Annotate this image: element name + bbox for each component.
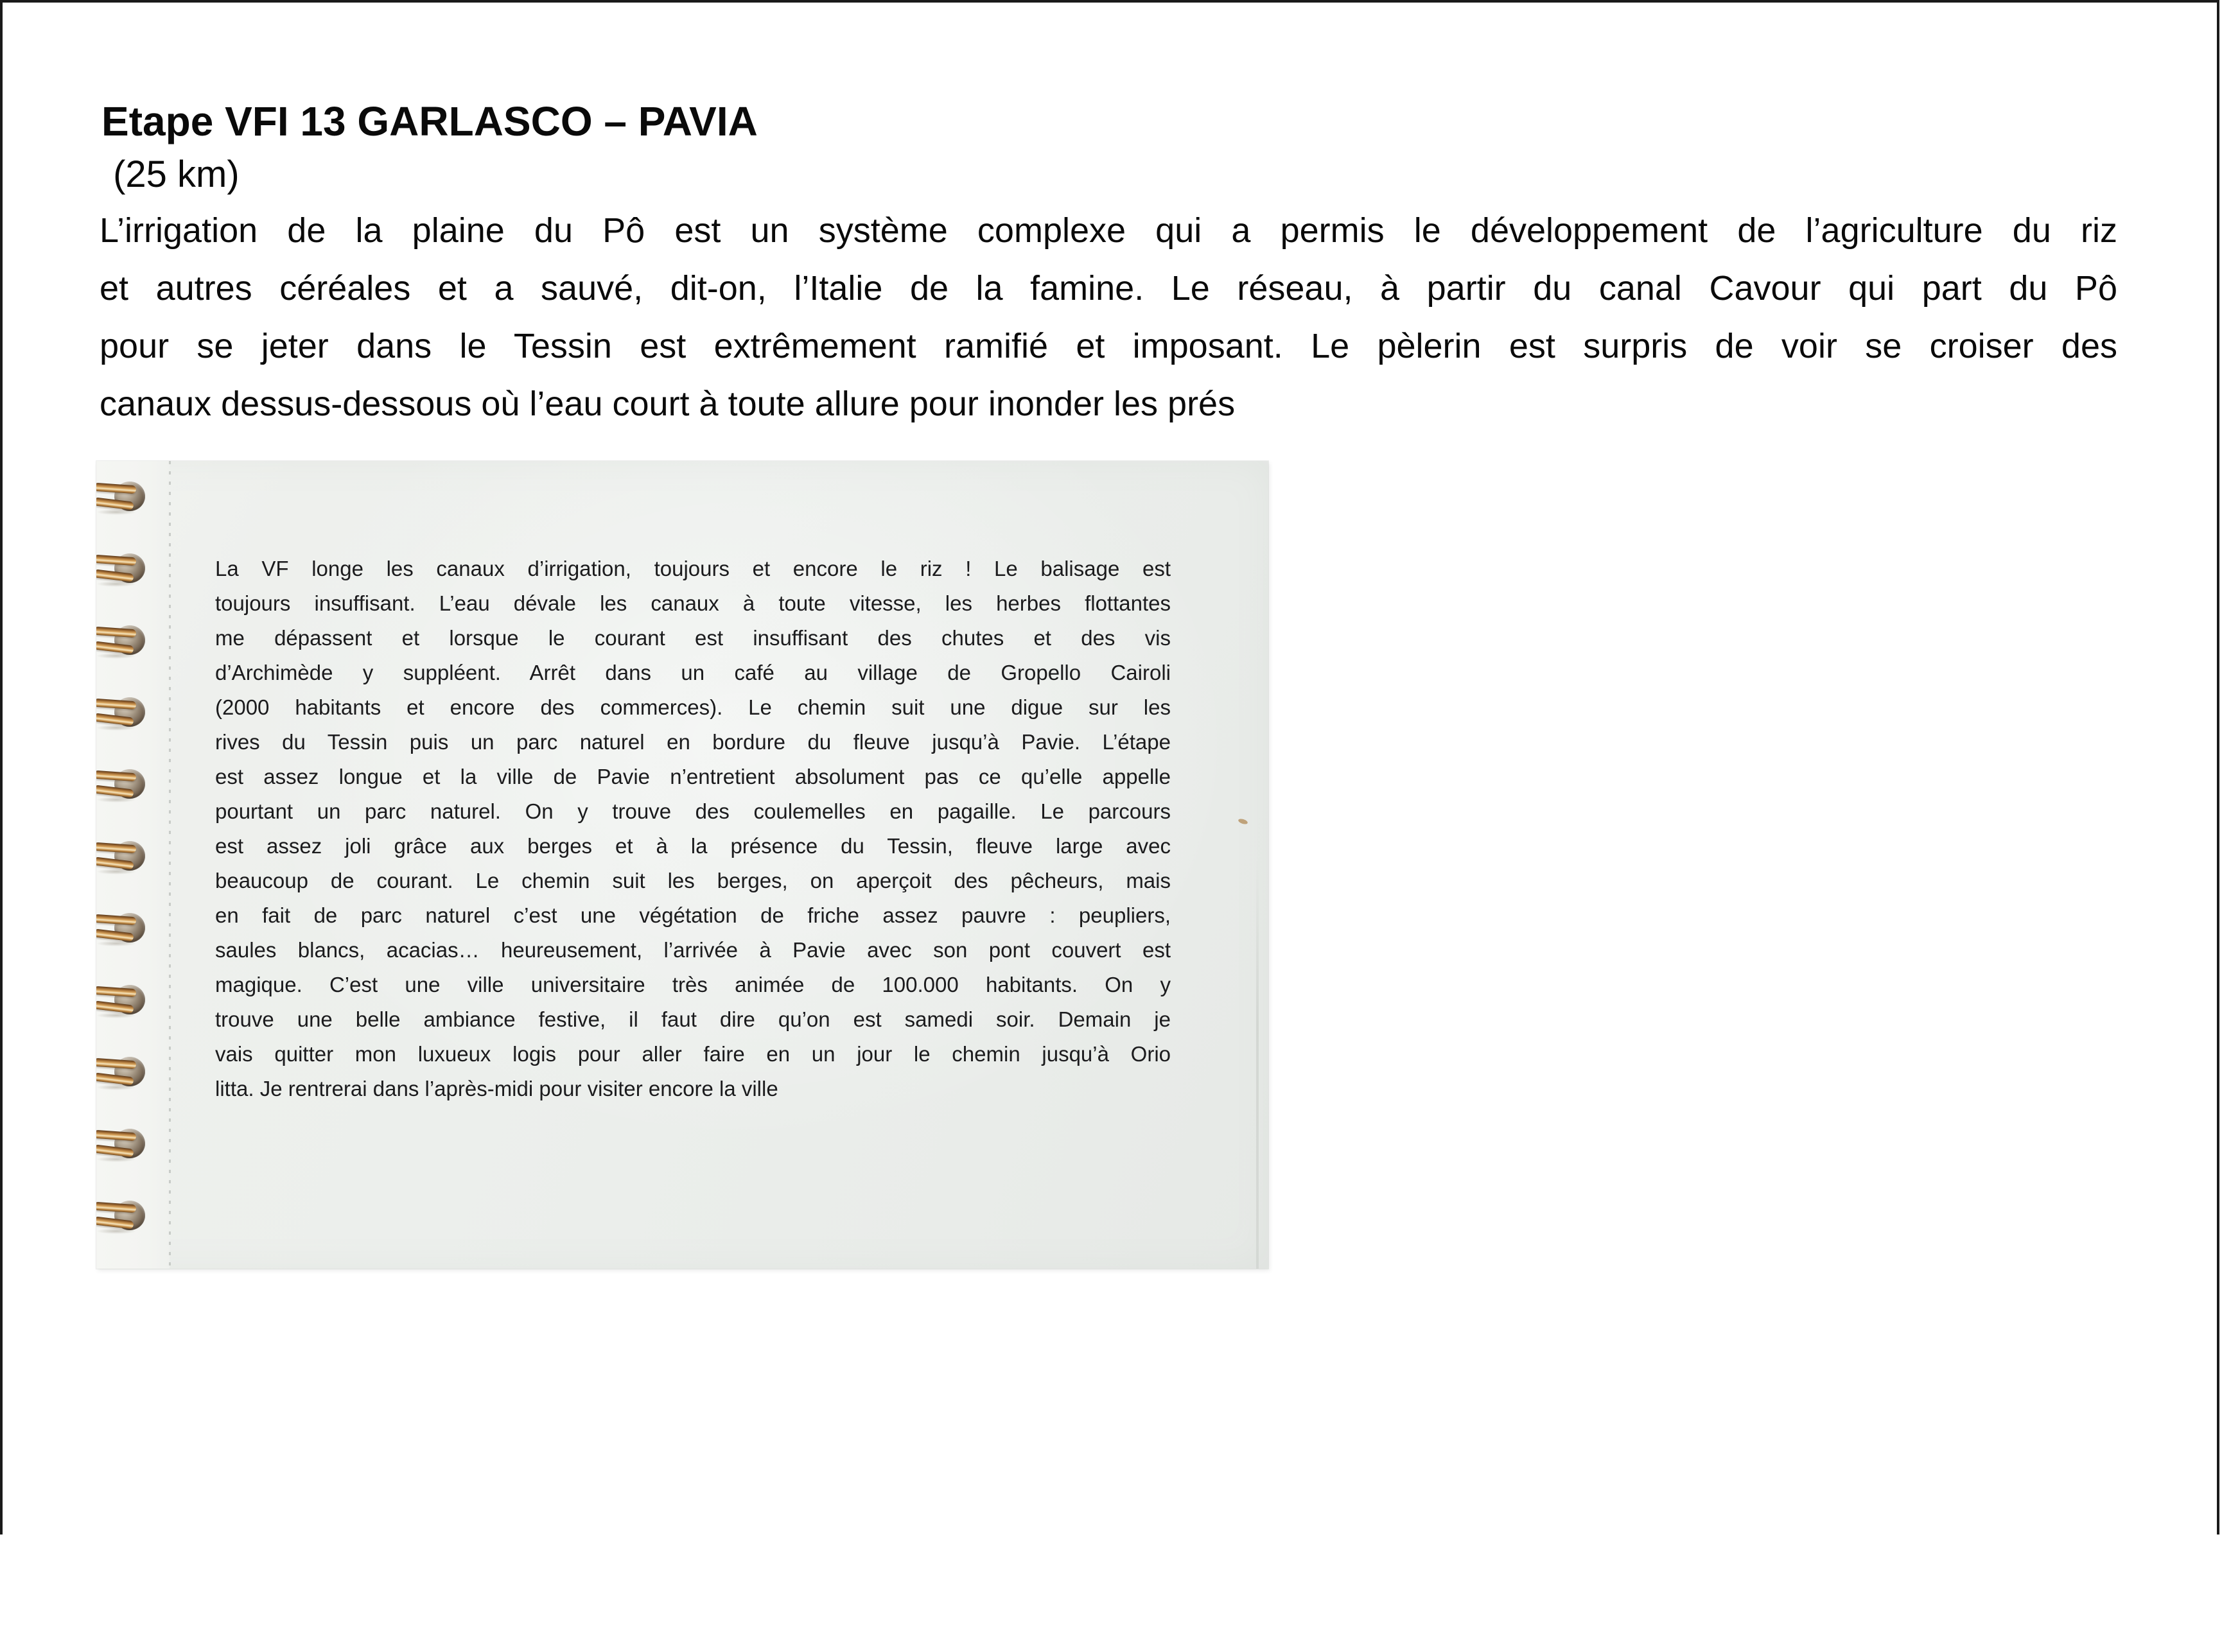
notebook-line: La VF longe les canaux d’irrigation, toujours et encore le riz ! Le balisage est xyxy=(215,557,1171,580)
intro-paragraph xyxy=(100,202,2117,433)
spiral-ring xyxy=(96,694,145,731)
ring-shadow xyxy=(96,1013,136,1018)
ring-shadow xyxy=(96,1084,136,1090)
notebook-line: (2000 habitants et encore des commerces). Le chemin suit une digue sur les xyxy=(215,695,1171,719)
ring-shadow xyxy=(96,941,136,946)
notebook-line: en fait de parc naturel c’est une végétation de friche assez pauvre : peupliers, xyxy=(215,903,1171,927)
notebook-line: est assez joli grâce aux berges et à la présence du Tessin, fleuve large avec xyxy=(215,834,1171,858)
ring-shadow xyxy=(96,1228,136,1234)
spiral-ring xyxy=(96,1197,145,1235)
spiral-ring xyxy=(96,910,145,947)
notebook-line: d’Archimède y suppléent. Arrêt dans un café au village de Gropello Cairoli xyxy=(215,661,1171,684)
notebook-line: magique. C’est une ville universitaire très animée de 100.000 habitants. On y xyxy=(215,973,1171,996)
notebook-line: toujours insuffisant. L’eau dévale les canaux à toute vitesse, les herbes flottantes xyxy=(215,591,1171,615)
ring-shadow xyxy=(96,869,136,874)
intro-line: L’irrigation de la plaine du Pô est un système complexe qui a permis le développement de l’agriculture du riz xyxy=(100,211,2117,250)
spiral-ring xyxy=(96,478,145,516)
ring-shadow xyxy=(96,653,136,659)
notebook-line: saules blancs, acacias… heureusement, l’arrivée à Pavie avec son pont couvert est xyxy=(215,938,1171,962)
intro-line: pour se jeter dans le Tessin est extrêmement ramifié et imposant. Le pèlerin est surpris de voir se croiser des xyxy=(100,327,2117,365)
notebook-line: vais quitter mon luxueux logis pour aller faire en un jour le chemin jusqu’à Orio xyxy=(215,1042,1171,1066)
ring-shadow xyxy=(96,797,136,803)
spiral-ring xyxy=(96,550,145,587)
spiral-ring xyxy=(96,766,145,803)
ring-shadow xyxy=(96,509,136,515)
notebook-line: litta. Je rentrerai dans l’après-midi pour visiter encore la ville xyxy=(215,1077,778,1100)
spiral-ring xyxy=(96,622,145,659)
notebook-photo xyxy=(96,461,1268,1269)
intro-line: canaux dessus-dessous où l’eau court à toute allure pour inonder les prés xyxy=(100,385,1236,423)
notebook-text xyxy=(215,552,1171,1106)
notebook-line: trouve une belle ambiance festive, il faut dire qu’on est samedi soir. Demain je xyxy=(215,1007,1171,1031)
paper-stain xyxy=(1238,818,1248,825)
spiral-ring xyxy=(96,982,145,1019)
notebook-line: beaucoup de courant. Le chemin suit les berges, on aperçoit des pêcheurs, mais xyxy=(215,869,1171,892)
notebook-line: me dépassent et lorsque le courant est insuffisant des chutes et des vis xyxy=(215,626,1171,650)
paper-crease xyxy=(1256,859,1259,1269)
spiral-ring xyxy=(96,1126,145,1163)
intro-line: et autres céréales et a sauvé, dit-on, l’Italie de la famine. Le réseau, à partir du canal Cavour qui part du Pô xyxy=(100,269,2117,308)
notebook-line: pourtant un parc naturel. On y trouve des coulemelles en pagaille. Le parcours xyxy=(215,799,1171,823)
distance-note: (25 km) xyxy=(103,153,240,195)
spiral-ring xyxy=(96,838,145,875)
spiral-ring xyxy=(96,1054,145,1091)
ring-shadow xyxy=(96,725,136,731)
notebook-line: est assez longue et la ville de Pavie n’entretient absolument pas ce qu’elle appelle xyxy=(215,765,1171,788)
ring-shadow xyxy=(96,581,136,587)
page-title: Etape VFI 13 GARLASCO – PAVIA xyxy=(101,98,758,144)
ring-shadow xyxy=(96,1156,136,1162)
notebook-line: rives du Tessin puis un parc naturel en bordure du fleuve jusqu’à Pavie. L’étape xyxy=(215,730,1171,754)
